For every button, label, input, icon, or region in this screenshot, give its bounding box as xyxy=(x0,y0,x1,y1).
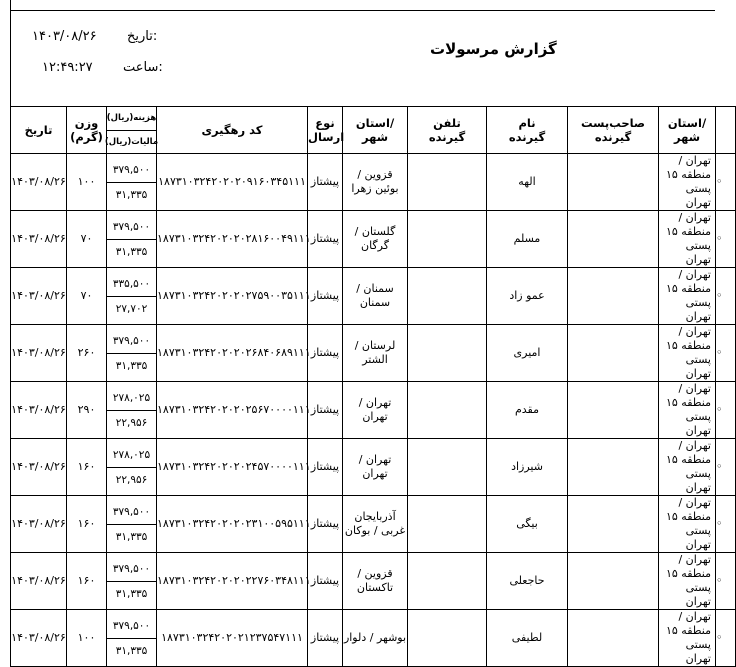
cell-tracking: ۱۸۷۳۱۰۳۲۴۲۰۲۰۲۰۲۳۱۰۰۵۹۵۱۱۱ xyxy=(157,496,308,553)
cell-date: ۱۴۰۳/۰۸/۲۶ xyxy=(11,439,67,496)
cell-extra: ◦ xyxy=(716,382,736,439)
cell-phone xyxy=(408,382,487,439)
shipments-table xyxy=(10,106,736,667)
cell-owner xyxy=(568,154,659,211)
cell-owner xyxy=(568,211,659,268)
cell-date: ۱۴۰۳/۰۸/۲۶ xyxy=(11,610,67,667)
col-send-type: نوع ارسال xyxy=(308,107,343,154)
cell-weight: ۱۶۰ xyxy=(67,496,107,553)
cell-dest: قزوین / بوئین زهرا xyxy=(343,154,408,211)
cell-weight: ۷۰ xyxy=(67,268,107,325)
cell-tracking: ۱۸۷۳۱۰۳۲۴۲۰۲۰۲۰۲۸۱۶۰۰۴۹۱۱۱ xyxy=(157,211,308,268)
cell-weight: ۱۰۰ xyxy=(67,610,107,667)
cell-tax-value: ۳۱,۳۳۵ xyxy=(115,587,148,600)
cell-cost xyxy=(107,610,157,667)
table-row xyxy=(11,496,736,553)
cell-extra: ◦ xyxy=(716,154,736,211)
cell-owner xyxy=(568,610,659,667)
table-row xyxy=(11,154,736,211)
cell-receiver: الهه xyxy=(487,154,568,211)
cell-extra: ◦ xyxy=(716,325,736,382)
cell-receiver: حاجعلی xyxy=(487,553,568,610)
cell-dest: لرستان / الشتر xyxy=(343,325,408,382)
col-cost-bottom: مالیات(ریال) xyxy=(104,136,159,147)
cell-receiver: مسلم xyxy=(487,211,568,268)
cell-dest: بوشهر / دلوار xyxy=(343,610,408,667)
date-label: تاریخ: xyxy=(127,29,158,44)
cell-receiver: عمو زاد xyxy=(487,268,568,325)
cell-send-type: پیشتاز xyxy=(308,553,343,610)
table-row xyxy=(11,211,736,268)
cell-tracking: ۱۸۷۳۱۰۳۲۴۲۰۲۰۲۱۲۳۷۵۴۷۱۱۱ xyxy=(157,610,308,667)
cell-owner xyxy=(568,553,659,610)
cell-cost xyxy=(107,211,157,268)
cell-send-type: پیشتاز xyxy=(308,154,343,211)
cell-cost xyxy=(107,553,157,610)
cell-origin: تهران / منطقه ۱۵ پستی تهران xyxy=(659,439,716,496)
cell-tracking: ۱۸۷۳۱۰۳۲۴۲۰۲۰۲۰۲۶۸۴۰۶۸۹۱۱۱ xyxy=(157,325,308,382)
cell-date: ۱۴۰۳/۰۸/۲۶ xyxy=(11,325,67,382)
cell-cost-value: ۲۷۸,۰۲۵ xyxy=(107,386,156,411)
cell-phone xyxy=(408,325,487,382)
cell-cost-value: ۳۷۹,۵۰۰ xyxy=(107,614,156,639)
cell-tracking: ۱۸۷۳۱۰۳۲۴۲۰۲۰۲۰۹۱۶۰۳۴۵۱۱۱ xyxy=(157,154,308,211)
cell-receiver: لطیفی xyxy=(487,610,568,667)
cell-cost xyxy=(107,496,157,553)
table-row xyxy=(11,382,736,439)
cell-date: ۱۴۰۳/۰۸/۲۶ xyxy=(11,553,67,610)
cell-weight: ۷۰ xyxy=(67,211,107,268)
cell-origin: تهران / منطقه ۱۵ پستی تهران xyxy=(659,610,716,667)
cell-extra: ◦ xyxy=(716,610,736,667)
cell-date: ۱۴۰۳/۰۸/۲۶ xyxy=(11,268,67,325)
cell-owner xyxy=(568,382,659,439)
cell-cost-value: ۳۷۹,۵۰۰ xyxy=(107,500,156,525)
cell-cost-value: ۲۷۸,۰۲۵ xyxy=(107,443,156,468)
cell-phone xyxy=(408,553,487,610)
cell-cost xyxy=(107,154,157,211)
cell-dest: گلستان / گرگان xyxy=(343,211,408,268)
cell-tax-value: ۳۱,۳۳۵ xyxy=(115,188,148,201)
time-value: ۱۲:۴۹:۲۷ xyxy=(42,60,93,75)
cell-tax-value: ۲۲,۹۵۶ xyxy=(115,416,148,429)
cell-cost-value: ۳۷۹,۵۰۰ xyxy=(107,158,156,183)
cell-extra: ◦ xyxy=(716,553,736,610)
cell-cost-value: ۳۷۹,۵۰۰ xyxy=(107,329,156,354)
col-phone: تلفن گیرنده xyxy=(408,107,487,154)
col-cost-top: هزینه(ریال) xyxy=(107,107,156,131)
cell-cost-value: ۳۳۵,۵۰۰ xyxy=(107,272,156,297)
cell-origin: تهران / منطقه ۱۵ پستی تهران xyxy=(659,325,716,382)
cell-tracking: ۱۸۷۳۱۰۳۲۴۲۰۲۰۲۰۲۵۶۷۰۰۰۰۱۱۱ xyxy=(157,382,308,439)
table-row xyxy=(11,610,736,667)
cell-origin: تهران / منطقه ۱۵ پستی تهران xyxy=(659,268,716,325)
cell-cost xyxy=(107,268,157,325)
cell-phone xyxy=(408,610,487,667)
cell-tax-value: ۲۷,۷۰۲ xyxy=(115,302,148,315)
cell-receiver: شیرزاد xyxy=(487,439,568,496)
cell-phone xyxy=(408,439,487,496)
table-row xyxy=(11,268,736,325)
cell-cost xyxy=(107,439,157,496)
cell-extra: ◦ xyxy=(716,211,736,268)
cell-tax-value: ۳۱,۳۳۵ xyxy=(115,359,148,372)
col-date: تاریخ xyxy=(11,107,67,154)
cell-send-type: پیشتاز xyxy=(308,439,343,496)
cell-owner xyxy=(568,439,659,496)
cell-dest: آذربایجان غربی / بوکان xyxy=(343,496,408,553)
cell-dest: قزوین / تاکستان xyxy=(343,553,408,610)
cell-dest: تهران / تهران xyxy=(343,439,408,496)
cell-receiver: مقدم xyxy=(487,382,568,439)
cell-phone xyxy=(408,268,487,325)
cell-date: ۱۴۰۳/۰۸/۲۶ xyxy=(11,496,67,553)
cell-tax-value: ۳۱,۳۳۵ xyxy=(115,245,148,258)
date-value: ۱۴۰۳/۰۸/۲۶ xyxy=(32,29,97,44)
cell-cost-value: ۳۷۹,۵۰۰ xyxy=(107,215,156,240)
cell-tax-value: ۳۱,۳۳۵ xyxy=(115,644,148,657)
cell-owner xyxy=(568,496,659,553)
cell-date: ۱۴۰۳/۰۸/۲۶ xyxy=(11,154,67,211)
col-dest: استان/ شهر xyxy=(343,107,408,154)
cell-cost xyxy=(107,382,157,439)
cell-send-type: پیشتاز xyxy=(308,325,343,382)
top-border xyxy=(10,10,715,11)
col-cost xyxy=(104,107,159,154)
cell-weight: ۱۶۰ xyxy=(67,553,107,610)
col-extra xyxy=(716,107,736,154)
cell-dest: تهران / تهران xyxy=(343,382,408,439)
cell-extra: ◦ xyxy=(716,268,736,325)
time-label: ساعت: xyxy=(123,60,163,75)
cell-dest: سمنان / سمنان xyxy=(343,268,408,325)
cell-receiver: بیگی xyxy=(487,496,568,553)
cell-origin: تهران / منطقه ۱۵ پستی تهران xyxy=(659,496,716,553)
table-row xyxy=(11,439,736,496)
cell-send-type: پیشتاز xyxy=(308,268,343,325)
table-row xyxy=(11,325,736,382)
cell-owner xyxy=(568,325,659,382)
cell-tracking: ۱۸۷۳۱۰۳۲۴۲۰۲۰۲۰۲۴۵۷۰۰۰۰۱۱۱ xyxy=(157,439,308,496)
cell-owner xyxy=(568,268,659,325)
cell-tax-value: ۲۲,۹۵۶ xyxy=(115,473,148,486)
report-title: گزارش مرسولات xyxy=(430,40,557,58)
table-row xyxy=(11,553,736,610)
cell-weight: ۲۹۰ xyxy=(67,382,107,439)
cell-weight: ۲۶۰ xyxy=(67,325,107,382)
cell-cost xyxy=(107,325,157,382)
table-header-row xyxy=(11,107,736,154)
cell-origin: تهران / منطقه ۱۵ پستی تهران xyxy=(659,211,716,268)
cell-receiver: امیری xyxy=(487,325,568,382)
cell-phone xyxy=(408,496,487,553)
col-origin: استان/ شهر xyxy=(659,107,716,154)
cell-tracking: ۱۸۷۳۱۰۳۲۴۲۰۲۰۲۰۲۷۵۹۰۰۳۵۱۱۱ xyxy=(157,268,308,325)
cell-phone xyxy=(408,211,487,268)
cell-origin: تهران / منطقه ۱۵ پستی تهران xyxy=(659,154,716,211)
cell-cost-value: ۳۷۹,۵۰۰ xyxy=(107,557,156,582)
col-weight: وزن (گرم) xyxy=(67,107,107,154)
cell-tracking: ۱۸۷۳۱۰۳۲۴۲۰۲۰۲۰۲۲۷۶۰۳۴۸۱۱۱ xyxy=(157,553,308,610)
cell-extra: ◦ xyxy=(716,496,736,553)
cell-phone xyxy=(408,154,487,211)
cell-tax-value: ۳۱,۳۳۵ xyxy=(115,530,148,543)
cell-date: ۱۴۰۳/۰۸/۲۶ xyxy=(11,382,67,439)
cell-weight: ۱۰۰ xyxy=(67,154,107,211)
col-owner: صاحب‌پست گیرنده xyxy=(568,107,659,154)
cell-send-type: پیشتاز xyxy=(308,496,343,553)
cell-send-type: پیشتاز xyxy=(308,211,343,268)
cell-date: ۱۴۰۳/۰۸/۲۶ xyxy=(11,211,67,268)
cell-weight: ۱۶۰ xyxy=(67,439,107,496)
col-receiver: نام گیرنده xyxy=(487,107,568,154)
cell-extra: ◦ xyxy=(716,439,736,496)
col-tracking: کد رهگیری xyxy=(157,107,308,154)
cell-origin: تهران / منطقه ۱۵ پستی تهران xyxy=(659,553,716,610)
cell-send-type: پیشتاز xyxy=(308,610,343,667)
cell-origin: تهران / منطقه ۱۵ پستی تهران xyxy=(659,382,716,439)
cell-send-type: پیشتاز xyxy=(308,382,343,439)
